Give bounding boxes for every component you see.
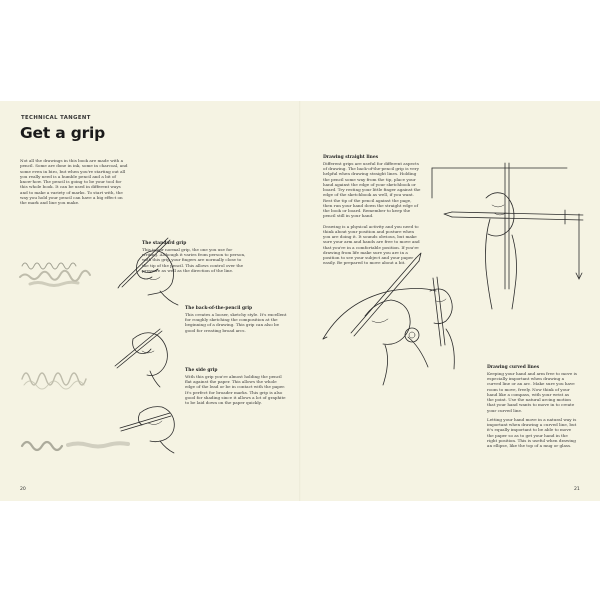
curved-line-hand-illustration: [0, 101, 600, 501]
curved-lines-text-2: Letting your hand move in a natural way is important when drawing a curved line, but it's equally important to be able to move the paper so as to get your hand in the right position. This is useful when drawing an ellipse, like the top of a mug or glass.: [487, 416, 577, 448]
section-label: TECHNICAL TANGENT: [21, 115, 91, 121]
book-spread: [0, 101, 600, 501]
standard-grip-heading: The standard grip: [142, 241, 187, 246]
back-grip-heading: The back-of-the-pencil grip: [185, 306, 253, 311]
side-grip-text: With this grip you're almost holding the pencil flat against the paper. This allows the whole edge of the lead or be in contact with the paper. It's perfect for broader marks. This grip is also good for shading since it allows a lot of graphite to be laid down on the paper quickly.: [185, 373, 286, 405]
curved-lines-heading: Drawing curved lines: [487, 365, 540, 370]
standard-grip-text: This is our normal grip, the one you use for writing. Although it varies from person to person, with this grip your fingers are normally close to the tip of the pencil. This allows control over the pressure as well as the direction of the line.: [142, 246, 246, 273]
side-grip-heading: The side grip: [185, 368, 218, 373]
straight-lines-text-2: Drawing is a physical activity and you need to think about your position and posture when you are doing it. It sounds obvious, but make sure your arm and hands are free to move and that you're in a comfortable position. If you're drawing from life make sure you are in a position to see your subject and your paper easily. Be prepared to move about a bit.: [323, 223, 420, 266]
page-title: Get a grip: [20, 124, 106, 142]
intro-paragraph: Not all the drawings in this book are made with a pencil. Some are done in ink, some in charcoal, and some even in biro, but when you're starting out all you really need is a humble pencil and a bit of know-how. The pencil is going to be your tool for this whole book. It can be used in different ways and to make a variety of marks. To start with, the way you hold your pencil can have a big effect on the mark and line you make.: [20, 158, 128, 205]
page-number-right: 21: [574, 487, 580, 492]
curved-lines-text: Keeping your hand and arm free to move is especially important when drawing a curved line or an arc. Make sure you have room to move, freely. Now think of your hand like a compass, with your wrist as the point. Use the natural arcing motion that your hand wants to move in to create your curved line.: [487, 370, 577, 413]
back-grip-text: This creates a looser, sketchy style. It's excellent for roughly sketching the composition at the beginning of a drawing. This grip can also be good for creating broad arcs.: [185, 311, 287, 333]
page-number-left: 20: [20, 487, 26, 492]
straight-lines-heading: Drawing straight lines: [323, 155, 379, 160]
straight-lines-text: Different grips are useful for different aspects of drawing. The back-of-the-pencil grip is very helpful when drawing straight lines. Holding the pencil some way from the tip, place your hand against the edge of your sketchbook or board. Try resting your little finger against the edge of the sketchbook as well, if you want. Rest the tip of the pencil against the page, then run your hand down the straight edge of the book or board. Remember to keep the pencil still in your hand.: [323, 160, 421, 219]
